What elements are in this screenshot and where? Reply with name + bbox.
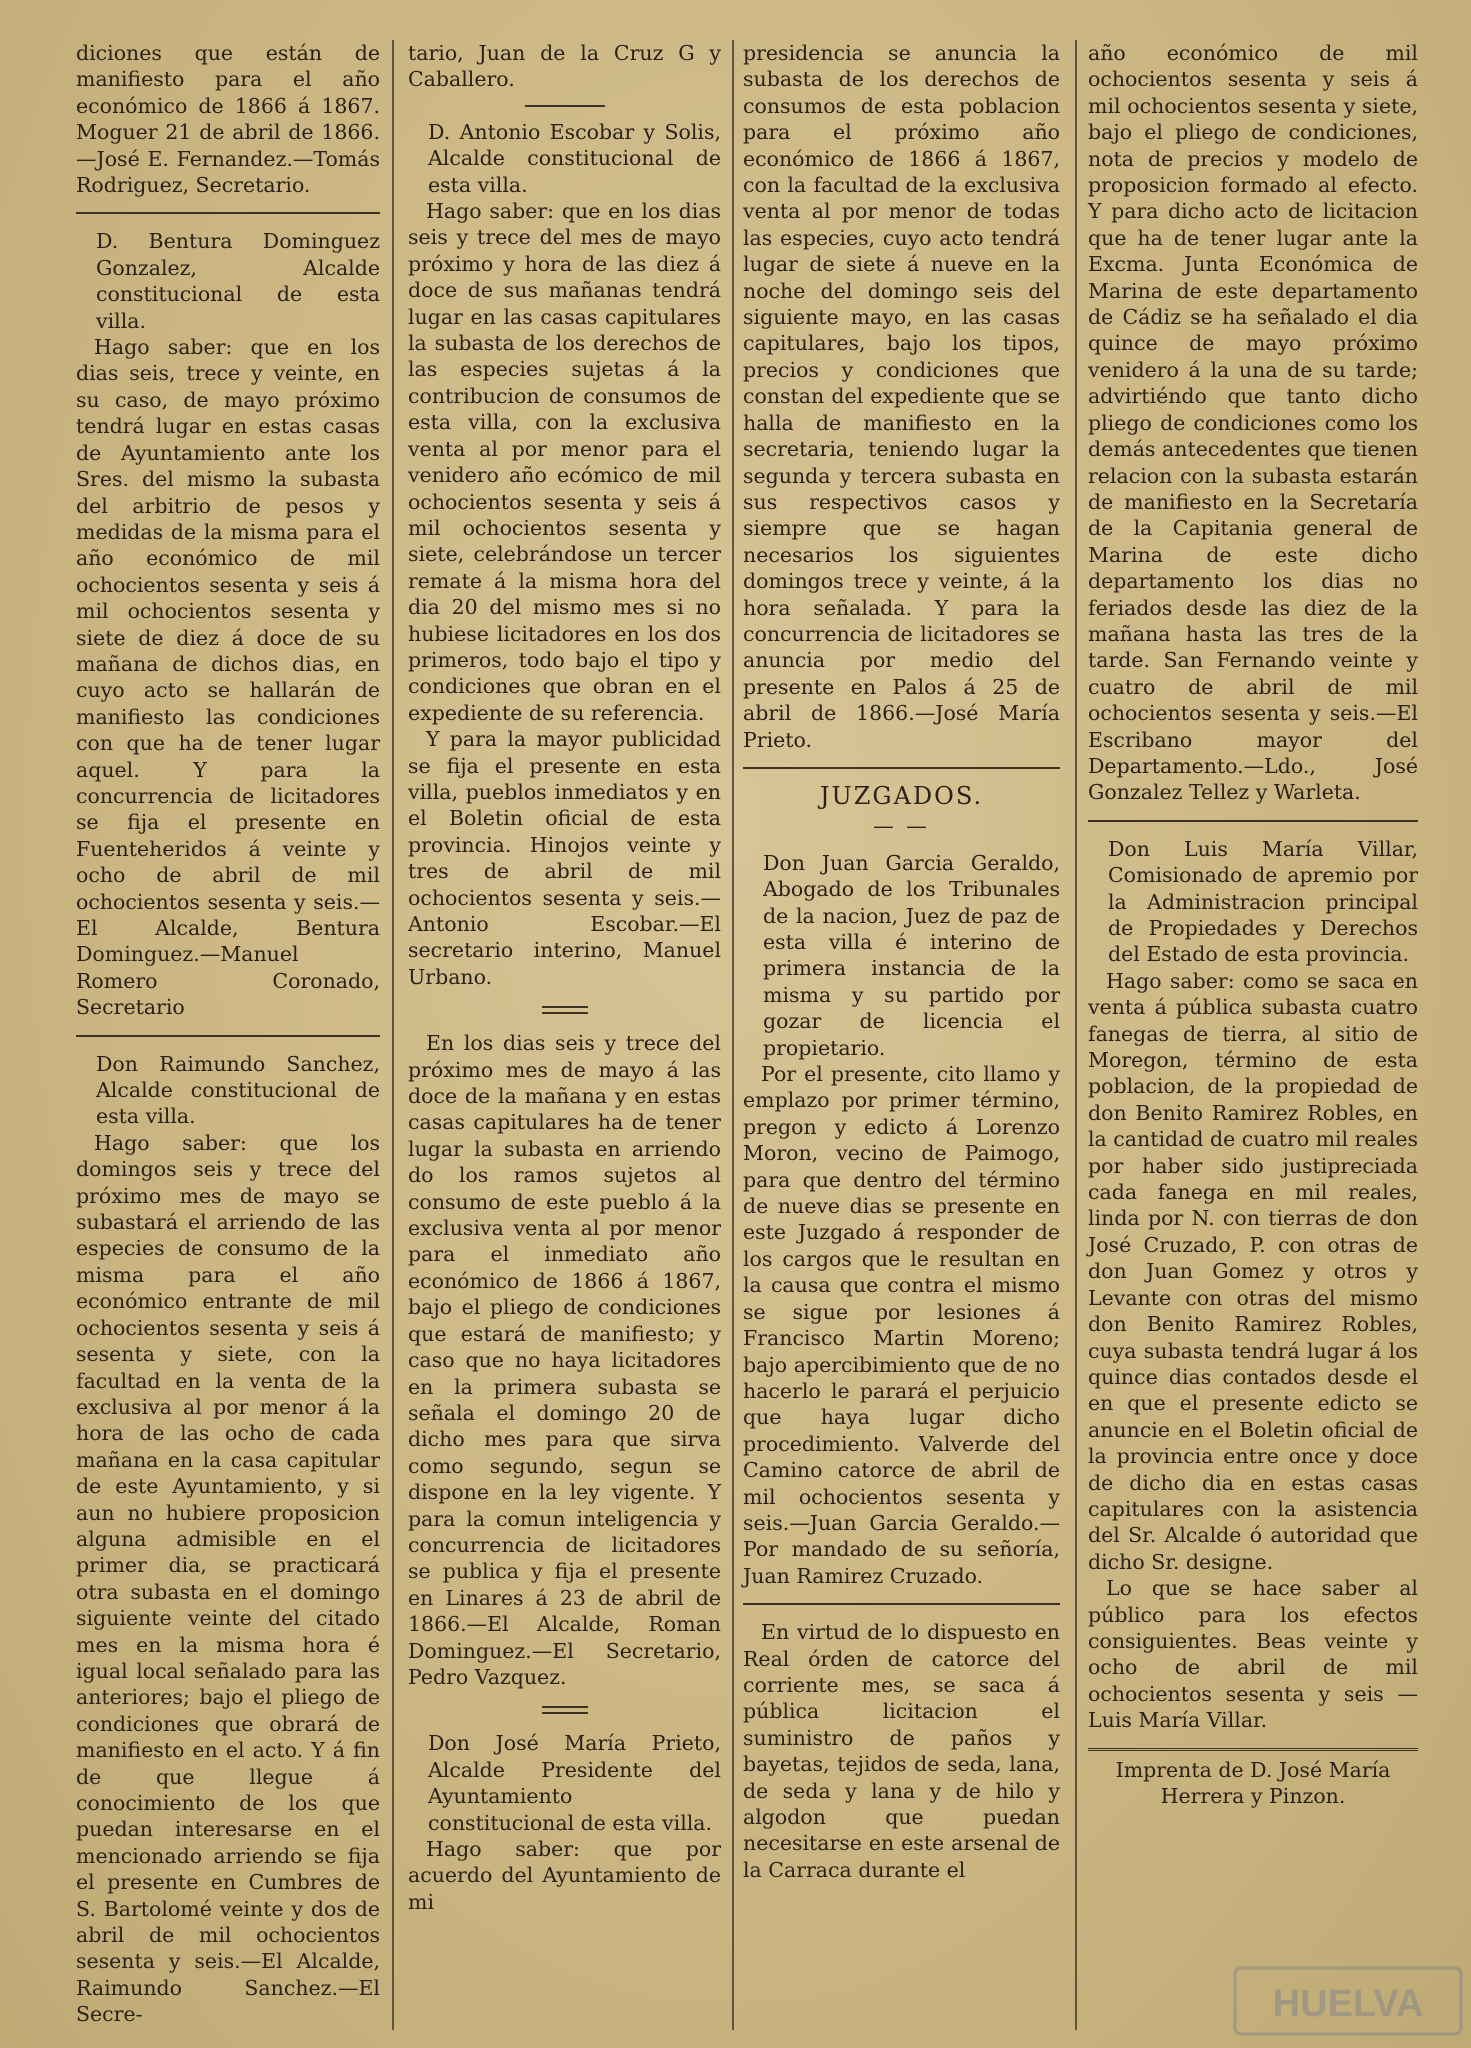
column-4	[1088, 40, 1418, 2028]
column-rule	[732, 40, 734, 2030]
section-dash: — —	[873, 814, 930, 839]
notice-text: diciones que están de manifiesto para el año económico de 1866 á 1867. Moguer 21 de abril de 1866.—José E. Fernandez.—Tomás Rodriguez, Secretario.	[76, 41, 380, 198]
notice-heading: D. Antonio Escobar y Solis, Alcalde constitucional de esta villa.	[428, 119, 721, 197]
column-1	[76, 40, 380, 2028]
notice-continuation	[743, 40, 1060, 753]
notice-heading: Don José María Prieto, Alcalde Presidente del Ayuntamiento constitucional de esta villa.	[428, 1731, 721, 1835]
notice-divider	[1088, 820, 1418, 822]
notice-heading: Don Luis María Villar, Comisionado de apremio por la Administracion principal de Propiedades y Derechos del Estado de esta provincia.	[1108, 836, 1418, 967]
column-2	[408, 40, 721, 2028]
notice-body: Por el presente, cito llamo y emplazo por primer término, pregon y edicto á Lorenzo Moron, vecino de Paimogo, para que dentro del término de nueve dias se presente en este Juzgado á responder de los cargos que le resultan en la causa que contra el mismo se sigue por lesiones á Francisco Martin Moreno; bajo apercibimiento que de no hacerlo le parará el perjuicio que haya lugar dicho procedimiento. Valverde del Camino catorce de abril de mil ochocientos sesenta y seis.—Juan Garcia Geraldo.—Por mandado de su señoría, Juan Ramirez Cruzado.	[743, 1062, 1060, 1588]
notice-heading: Don Juan Garcia Geraldo, Abogado de los Tribunales de la nacion, Juez de paz de esta villa é interino de primera instancia de la misma y su partido por gozar de licencia el propietario.	[763, 850, 1060, 1060]
notice-text: presidencia se anuncia la subasta de los derechos de consumos de esta poblacion para el próximo año económico de 1866 á 1867, con la facultad de la exclusiva venta al por menor de todas las especies, cuyo acto tendrá lugar de siete á nueve en la noche del domingo seis del siguiente mayo, en las casas capitulares, bajo los tipos, precios y condiciones que constan del expediente que se halla de manifiesto en la secretaria, teniendo lugar la segunda y tercera subasta en sus respectivos casos y siempre que se hagan necesarios los siguientes domingos trece y veinte, á la hora señalada. Y para la concurrencia de licitadores se anuncia por medio del presente en Palos á 25 de abril de 1866.—José María Prieto.	[743, 41, 1060, 752]
notice-palos	[408, 1730, 721, 1915]
notice-body: Hago saber: que por acuerdo del Ayuntamiento de mi	[408, 1837, 721, 1914]
section-title: JUZGADOS.	[819, 781, 984, 810]
notice-body: Hago saber: como se saca en venta á pública subasta cuatro fanegas de tierra, al sitio de Moregon, término de esta poblacion, de la propiedad de don Benito Ramirez Robles, en la cantidad de cuatro mil reales por haber sido justipreciada cada fanega en mil reales, linda por N. con tierras de don José Cruzado, P. con otras de don Juan Gomez y otros y Levante con otras del mismo don Benito Ramirez Robles, cuya subasta tendrá lugar á los quince dias contados desde el en que el presente edicto se anuncie en el Boletin oficial de la provincia entre once y doce de dicho dia en estas casas capitulares con la asistencia del Sr. Alcalde ó autoridad que dicho Sr. designe.	[1088, 968, 1418, 1574]
notice-continuation	[408, 40, 721, 93]
column-rule	[1075, 40, 1077, 2030]
notice-continuation	[1088, 40, 1418, 806]
notice-linares	[408, 1030, 721, 1690]
notice-body: Hago saber: que en los dias seis, trece y veinte, en su caso, de mayo próximo tendrá lugar en estas casas de Ayuntamiento ante los Sres. del mismo la subasta del arbitrio de pesos y medidas de la misma para el año económico de mil ochocientos sesenta y seis á mil ochocientos sesenta y siete de diez á doce de su mañana de dichos dias, en cuyo acto se hallarán de manifiesto las condiciones con que ha de tener lugar aquel. Y para la concurrencia de licitadores se fija el presente en Fuenteheridos á veinte y ocho de abril de mil ochocientos sesenta y seis.—El Alcalde, Bentura Dominguez.—Manuel Romero Coronado, Secretario	[76, 335, 380, 1020]
column-3	[743, 40, 1060, 2028]
column-rule	[392, 40, 394, 2030]
notice-divider	[76, 1035, 380, 1037]
notice-divider	[76, 212, 380, 214]
notice-heading: Don Raimundo Sanchez, Alcalde constitucional de esta villa.	[96, 1051, 380, 1129]
notice-body: En los dias seis y trece del próximo mes de mayo á las doce de la mañana y en estas casas capitulares ha de tener lugar la subasta en arriendo do los ramos sujetos al consumo de este pueblo á la exclusiva venta al por menor para el inmediato año económico de 1866 á 1867, bajo el pliego de condiciones que estará de manifiesto; y caso que no haya licitadores en la primera subasta se señala el domingo 20 de dicho mes para que sirva como segundo, segun se dispone en la ley vigente. Y para la comun inteligencia y concurrencia de licitadores se publica y fija el presente en Linares á 23 de abril de 1866.—El Alcalde, Roman Dominguez.—El Secretario, Pedro Vazquez.	[408, 1031, 721, 1689]
notice-divider	[542, 1706, 588, 1714]
watermark-text: HUELVA	[1272, 1983, 1424, 2025]
notice-continuation	[76, 40, 380, 198]
notice-valverde	[743, 850, 1060, 1589]
notice-body: Hago saber: que en los dias seis y trece del mes de mayo próximo y hora de las diez á doce de sus mañanas tendrá lugar en las casas capitulares la subasta de los derechos de las especies sujetas á la contribucion de consumos de esta villa, con la exclusiva venta al por menor para el venidero año ecómico de mil ochocientos sesenta y seis á mil ochocientos sesenta y siete, celebrándose un tercer remate á la misma hora del dia 20 del mismo mes si no hubiese licitadores en los dos primeros, todo bajo el tipo y condiciones que obran en el expediente de su referencia.	[408, 199, 721, 725]
notice-beas	[1088, 836, 1418, 1734]
notice-body: Lo que se hace saber al público para los efectos consiguientes. Beas veinte y ocho de abril de mil ochocientos sesenta y seis —Luis María Villar.	[1088, 1576, 1418, 1733]
notice-divider	[525, 105, 605, 107]
notice-hinojos	[408, 119, 721, 990]
notice-body: Hago saber: que los domingos seis y trece del próximo mes de mayo se subastará el arriendo de las especies de consumo de la misma para el año económico entrante de mil ochocientos sesenta y seis á sesenta y siete, con la facultad en la venta de la exclusiva al por menor á la hora de las ocho de cada mañana en la casa capitular de este Ayuntamiento, y si aun no hubiere proposicion alguna admisible en el primer dia, se practicará otra subasta en el domingo siguiente veinte del citado mes en la misma hora é igual local señalado para las anteriores; bajo el pliego de condiciones que obrará de manifiesto en el acto. Y á fin de que llegue á conocimiento de los que puedan interesarse en el mencionado arriendo se fija el presente en Cumbres de S. Bartolomé veinte y dos de abril de mil ochocientos sesenta y seis.—El Alcalde, Raimundo Sanchez.—El Secre-	[76, 1130, 380, 2027]
notice-body: En virtud de lo dispuesto en Real órden de catorce del corriente mes, se saca á pública licitacion el suministro de paños y bayetas, tejidos de seda, lana, de seda y lana y de hilo y algodon que puedan necesitarse en este arsenal de la Carraca durante el	[743, 1620, 1060, 1882]
notice-carraca	[743, 1619, 1060, 1883]
notice-text: tario, Juan de la Cruz G y Caballero.	[408, 41, 721, 92]
section-divider	[743, 767, 1060, 769]
notice-body: Y para la mayor publicidad se fija el presente en esta villa, pueblos inmediatos y en el Boletin oficial de esta provincia. Hinojos veinte y tres de abril de mil ochocientos sesenta y seis.—Antonio Escobar.—El secretario interino, Manuel Urbano.	[408, 727, 721, 989]
notice-text: año económico de mil ochocientos sesenta y seis á mil ochocientos sesenta y siete, bajo el pliego de condiciones, nota de precios y modelo de proposicion formado al efecto. Y para dicho acto de licitacion que ha de tener lugar ante la Excma. Junta Económica de Marina de este departamento de Cádiz se ha señalado el dia quince de mayo próximo venidero á la una de su tarde; advirtiéndo que tanto dicho pliego de condiciones como los demás antecedentes que tienen relacion con la subasta estarán de manifiesto en la Secretaría de la Capitania general de Marina de este dicho departamento los dias no feriados desde las diez de la mañana hasta las tres de la tarde. San Fernando veinte y cuatro de abril de mil ochocientos sesenta y seis.—El Escribano mayor del Departamento.—Ldo., José Gonzalez Tellez y Warleta.	[1088, 41, 1418, 805]
notice-divider	[743, 1603, 1060, 1605]
notice-fuenteheridos	[76, 228, 380, 1020]
imprint-line: Imprenta de D. José María Herrera y Pinzon.	[1088, 1748, 1418, 1810]
notice-heading: D. Bentura Dominguez Gonzalez, Alcalde constitucional de esta villa.	[96, 229, 380, 333]
library-watermark	[1233, 1966, 1463, 2036]
notice-cumbres	[76, 1051, 380, 2028]
notice-divider	[542, 1006, 588, 1014]
